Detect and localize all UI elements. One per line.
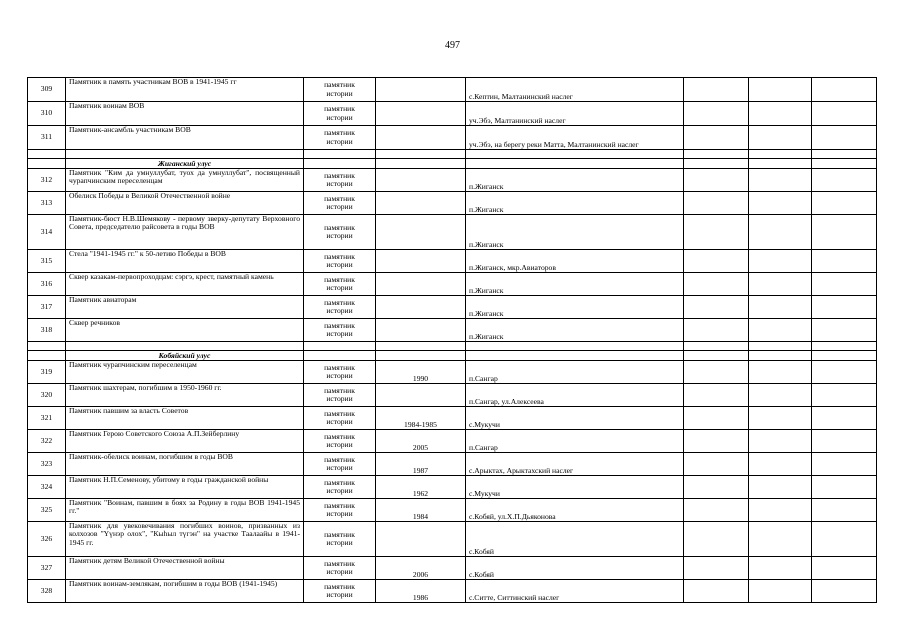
row-number: 314 xyxy=(28,215,66,250)
monument-type xyxy=(304,319,376,342)
empty-cell xyxy=(749,580,812,603)
row-number: 324 xyxy=(28,476,66,499)
monument-type xyxy=(304,250,376,273)
monument-type xyxy=(304,557,376,580)
empty-cell xyxy=(812,430,877,453)
empty-cell xyxy=(28,150,66,159)
empty-cell xyxy=(684,476,749,499)
monument-type-line2: истории xyxy=(326,231,353,240)
empty-cell xyxy=(812,102,877,126)
empty-cell xyxy=(749,296,812,319)
table-row xyxy=(28,430,877,453)
spacer-row xyxy=(28,342,877,351)
empty-cell xyxy=(304,159,376,169)
empty-cell xyxy=(749,499,812,522)
monument-type-line1: памятник xyxy=(324,477,355,487)
empty-cell xyxy=(684,430,749,453)
monument-type-line2: истории xyxy=(326,283,353,292)
empty-cell xyxy=(684,580,749,603)
monument-type-line2: истории xyxy=(326,112,353,122)
empty-cell xyxy=(812,192,877,215)
monument-name: Памятник-обелиск воинам, погибшим в годы ВОВ xyxy=(66,453,304,476)
monument-year: 1962 xyxy=(376,476,466,499)
monument-name: Памятник воинам ВОВ xyxy=(66,102,304,126)
empty-cell xyxy=(812,250,877,273)
registry-body xyxy=(28,78,877,603)
monument-type xyxy=(304,273,376,296)
monument-name: Памятник Герою Советского Союза А.П.Зейберлину xyxy=(66,430,304,453)
monument-location: уч.Эбэ, Малтанинский наслег xyxy=(466,102,684,126)
empty-cell xyxy=(749,476,812,499)
empty-cell xyxy=(684,273,749,296)
row-number: 313 xyxy=(28,192,66,215)
empty-cell xyxy=(684,522,749,557)
monument-location: с.Мукучи xyxy=(466,476,684,499)
monument-name: Памятник шахтерам, погибшим в 1950-1960 гг. xyxy=(66,384,304,407)
empty-cell xyxy=(684,250,749,273)
empty-cell xyxy=(812,296,877,319)
monument-location: с.Арыктах, Арыктахский наслег xyxy=(466,453,684,476)
monument-type-line2: истории xyxy=(326,306,353,315)
table-row xyxy=(28,384,877,407)
empty-cell xyxy=(466,342,684,351)
monument-type-line2: истории xyxy=(326,260,353,269)
empty-cell xyxy=(812,351,877,361)
empty-cell xyxy=(684,361,749,384)
monument-year: 1990 xyxy=(376,361,466,384)
monument-type xyxy=(304,169,376,192)
monument-type-line1: памятник xyxy=(324,274,355,284)
monument-registry-table xyxy=(27,77,877,603)
monument-name: Памятник воинам-землякам, погибшим в годы ВОВ (1941-1945) xyxy=(66,580,304,603)
table-row xyxy=(28,250,877,273)
monument-location: с.Кептин, Малтанинский наслег xyxy=(466,78,684,102)
monument-location: с.Кобяй, ул.Х.П.Дьяконова xyxy=(466,499,684,522)
monument-type xyxy=(304,361,376,384)
empty-cell xyxy=(684,499,749,522)
monument-name: Сквер казакам-первопроходцам: сэргэ, крест, памятный камень xyxy=(66,273,304,296)
table-row xyxy=(28,126,877,150)
monument-name: Памятник-ансамбль участникам ВОВ xyxy=(66,126,304,150)
empty-cell xyxy=(749,78,812,102)
monument-location: п.Жиганск xyxy=(466,215,684,250)
monument-name: Стела "1941-1945 гг." к 50-летию Победы в ВОВ xyxy=(66,250,304,273)
monument-type-line1: памятник xyxy=(324,80,355,90)
monument-location: с.Ситте, Ситтинский наслег xyxy=(466,580,684,603)
table-row xyxy=(28,499,877,522)
monument-type xyxy=(304,192,376,215)
monument-name: Памятник в память участникам ВОВ в 1941-1945 гг xyxy=(66,78,304,102)
empty-cell xyxy=(812,150,877,159)
section-row xyxy=(28,159,877,169)
empty-cell xyxy=(466,351,684,361)
empty-cell xyxy=(812,407,877,430)
monument-year xyxy=(376,169,466,192)
monument-year xyxy=(376,296,466,319)
monument-name: Памятник для увековечивания погибших воинов, призванных из колхозов "Үүнэр олох", "Кыһыл түгэн" на участке Таалаайы в 1941-1945 гг. xyxy=(66,522,304,557)
empty-cell xyxy=(812,169,877,192)
monument-year xyxy=(376,126,466,150)
table-row xyxy=(28,407,877,430)
monument-location: с.Мукучи xyxy=(466,407,684,430)
row-number: 316 xyxy=(28,273,66,296)
empty-cell xyxy=(684,192,749,215)
monument-type-line1: памятник xyxy=(324,454,355,464)
empty-cell xyxy=(749,192,812,215)
monument-name: Памятник "Ким да умнуллубат, туох да умнуллубат", посвященный чурапчинским переселенцам xyxy=(66,169,304,192)
monument-type-line1: памятник xyxy=(324,104,355,114)
monument-type xyxy=(304,78,376,102)
empty-cell xyxy=(466,159,684,169)
empty-cell xyxy=(749,342,812,351)
monument-type xyxy=(304,126,376,150)
empty-cell xyxy=(749,150,812,159)
monument-type-line1: памятник xyxy=(324,297,355,307)
empty-cell xyxy=(749,351,812,361)
monument-type-line1: памятник xyxy=(324,431,355,441)
empty-cell xyxy=(812,499,877,522)
empty-cell xyxy=(684,78,749,102)
monument-type-line2: истории xyxy=(326,394,353,403)
monument-year xyxy=(376,319,466,342)
empty-cell xyxy=(684,342,749,351)
monument-type xyxy=(304,476,376,499)
row-number: 311 xyxy=(28,126,66,150)
row-number: 312 xyxy=(28,169,66,192)
empty-cell xyxy=(812,342,877,351)
empty-cell xyxy=(684,319,749,342)
page-number: 497 xyxy=(445,40,460,51)
empty-cell xyxy=(749,169,812,192)
monument-location: п.Жиганск xyxy=(466,319,684,342)
empty-cell xyxy=(749,430,812,453)
empty-cell xyxy=(684,351,749,361)
monument-type-line1: памятник xyxy=(324,362,355,372)
monument-type xyxy=(304,407,376,430)
empty-cell xyxy=(749,250,812,273)
empty-cell xyxy=(304,351,376,361)
monument-name: Памятник-бюст Н.В.Шемякову - первому зверку-депутату Верховного Совета, председателю райсовета в годы ВОВ xyxy=(66,215,304,250)
monument-year xyxy=(376,215,466,250)
monument-location: п.Жиганск xyxy=(466,169,684,192)
row-number: 325 xyxy=(28,499,66,522)
empty-cell xyxy=(749,557,812,580)
monument-year xyxy=(376,273,466,296)
table-row xyxy=(28,522,877,557)
monument-year: 2005 xyxy=(376,430,466,453)
monument-type-line2: истории xyxy=(326,538,353,547)
table-row xyxy=(28,580,877,603)
monument-type xyxy=(304,384,376,407)
empty-cell xyxy=(812,78,877,102)
spacer-row xyxy=(28,150,877,159)
monument-type-line2: истории xyxy=(326,371,353,380)
empty-cell xyxy=(812,476,877,499)
monument-year xyxy=(376,384,466,407)
monument-year: 1987 xyxy=(376,453,466,476)
table-row xyxy=(28,273,877,296)
monument-location: с.Кобяй xyxy=(466,522,684,557)
monument-location: п.Жиганск, мкр.Авиаторов xyxy=(466,250,684,273)
monument-type-line1: памятник xyxy=(324,500,355,510)
empty-cell xyxy=(376,159,466,169)
monument-year xyxy=(376,522,466,557)
row-number: 317 xyxy=(28,296,66,319)
monument-year xyxy=(376,78,466,102)
monument-type-line1: памятник xyxy=(324,320,355,330)
monument-location: п.Жиганск xyxy=(466,296,684,319)
empty-cell xyxy=(684,150,749,159)
row-number: 319 xyxy=(28,361,66,384)
empty-cell xyxy=(466,150,684,159)
monument-year: 2006 xyxy=(376,557,466,580)
table-row xyxy=(28,192,877,215)
monument-name: Памятник "Воинам, павшим в боях за Родину в годы ВОВ 1941-1945 гг." xyxy=(66,499,304,522)
empty-cell xyxy=(812,215,877,250)
empty-cell xyxy=(812,557,877,580)
monument-type-line2: истории xyxy=(326,202,353,211)
row-number: 318 xyxy=(28,319,66,342)
empty-cell xyxy=(66,342,304,351)
monument-type xyxy=(304,215,376,250)
empty-cell xyxy=(749,215,812,250)
empty-cell xyxy=(749,126,812,150)
monument-type-line2: истории xyxy=(326,179,353,188)
monument-type-line1: памятник xyxy=(324,251,355,261)
row-number: 322 xyxy=(28,430,66,453)
monument-location: п.Сангар xyxy=(466,430,684,453)
monument-year: 1984 xyxy=(376,499,466,522)
monument-type-line2: истории xyxy=(326,509,353,518)
monument-year: 1986 xyxy=(376,580,466,603)
monument-type xyxy=(304,522,376,557)
monument-type xyxy=(304,453,376,476)
empty-cell xyxy=(684,453,749,476)
empty-cell xyxy=(376,150,466,159)
empty-cell xyxy=(376,351,466,361)
monument-name: Памятник павшим за власть Советов xyxy=(66,407,304,430)
monument-type-line1: памятник xyxy=(324,581,355,591)
monument-name: Памятник авиаторам xyxy=(66,296,304,319)
row-number: 326 xyxy=(28,522,66,557)
monument-year xyxy=(376,102,466,126)
empty-cell xyxy=(66,150,304,159)
monument-year xyxy=(376,250,466,273)
empty-cell xyxy=(28,351,66,361)
empty-cell xyxy=(749,159,812,169)
empty-cell xyxy=(684,102,749,126)
empty-cell xyxy=(749,407,812,430)
monument-year: 1984-1985 xyxy=(376,407,466,430)
monument-type-line1: памятник xyxy=(324,558,355,568)
empty-cell xyxy=(304,342,376,351)
row-number: 309 xyxy=(28,78,66,102)
empty-cell xyxy=(376,342,466,351)
section-title: Кобяйский улус xyxy=(66,351,304,361)
monument-name: Памятник детям Великой Отечественной войны xyxy=(66,557,304,580)
monument-type xyxy=(304,499,376,522)
empty-cell xyxy=(304,150,376,159)
table-row xyxy=(28,296,877,319)
monument-year xyxy=(376,192,466,215)
table-row xyxy=(28,215,877,250)
empty-cell xyxy=(749,453,812,476)
row-number: 315 xyxy=(28,250,66,273)
monument-type xyxy=(304,430,376,453)
empty-cell xyxy=(684,169,749,192)
table-row xyxy=(28,557,877,580)
empty-cell xyxy=(812,453,877,476)
monument-type-line1: памятник xyxy=(324,193,355,203)
empty-cell xyxy=(749,384,812,407)
monument-location: п.Сангар, ул.Алексеева xyxy=(466,384,684,407)
section-title: Жиганский улус xyxy=(66,159,304,169)
table-row xyxy=(28,476,877,499)
row-number: 321 xyxy=(28,407,66,430)
empty-cell xyxy=(684,215,749,250)
empty-cell xyxy=(749,319,812,342)
monument-type-line2: истории xyxy=(326,136,353,146)
table-row xyxy=(28,102,877,126)
empty-cell xyxy=(812,580,877,603)
empty-cell xyxy=(28,342,66,351)
monument-type-line2: истории xyxy=(326,440,353,449)
empty-cell xyxy=(749,522,812,557)
monument-type xyxy=(304,102,376,126)
monument-name: Памятник чурапчинским переселенцам xyxy=(66,361,304,384)
monument-type-line2: истории xyxy=(326,88,353,98)
empty-cell xyxy=(749,361,812,384)
empty-cell xyxy=(28,159,66,169)
monument-type xyxy=(304,580,376,603)
monument-location: уч.Эбэ, на берегу реки Матта, Малтанинский наслег xyxy=(466,126,684,150)
monument-type-line2: истории xyxy=(326,417,353,426)
empty-cell xyxy=(812,159,877,169)
table-row xyxy=(28,319,877,342)
monument-type-line1: памятник xyxy=(324,385,355,395)
monument-type-line2: истории xyxy=(326,329,353,338)
empty-cell xyxy=(812,126,877,150)
monument-name: Сквер речников xyxy=(66,319,304,342)
empty-cell xyxy=(684,159,749,169)
empty-cell xyxy=(812,384,877,407)
empty-cell xyxy=(684,384,749,407)
monument-location: п.Сангар xyxy=(466,361,684,384)
table-row xyxy=(28,169,877,192)
monument-type xyxy=(304,296,376,319)
empty-cell xyxy=(812,522,877,557)
empty-cell xyxy=(812,273,877,296)
table-row xyxy=(28,361,877,384)
monument-type-line1: памятник xyxy=(324,529,355,539)
monument-location: п.Жиганск xyxy=(466,273,684,296)
row-number: 320 xyxy=(28,384,66,407)
monument-type-line1: памятник xyxy=(324,128,355,138)
table-row xyxy=(28,453,877,476)
monument-type-line1: памятник xyxy=(324,222,355,232)
row-number: 328 xyxy=(28,580,66,603)
empty-cell xyxy=(749,102,812,126)
empty-cell xyxy=(749,273,812,296)
monument-type-line1: памятник xyxy=(324,170,355,180)
empty-cell xyxy=(684,296,749,319)
monument-location: п.Жиганск xyxy=(466,192,684,215)
monument-name: Памятник Н.П.Семенову, убитому в годы гражданской войны xyxy=(66,476,304,499)
monument-name: Обелиск Победы в Великой Отечественной войне xyxy=(66,192,304,215)
monument-type-line2: истории xyxy=(326,486,353,495)
monument-location: с.Кобяй xyxy=(466,557,684,580)
row-number: 323 xyxy=(28,453,66,476)
empty-cell xyxy=(684,407,749,430)
row-number: 327 xyxy=(28,557,66,580)
table-row xyxy=(28,78,877,102)
section-row xyxy=(28,351,877,361)
empty-cell xyxy=(684,126,749,150)
empty-cell xyxy=(812,319,877,342)
empty-cell xyxy=(684,557,749,580)
monument-type-line2: истории xyxy=(326,567,353,576)
empty-cell xyxy=(812,361,877,384)
row-number: 310 xyxy=(28,102,66,126)
monument-type-line2: истории xyxy=(326,590,353,599)
monument-type-line1: памятник xyxy=(324,408,355,418)
monument-type-line2: истории xyxy=(326,463,353,472)
